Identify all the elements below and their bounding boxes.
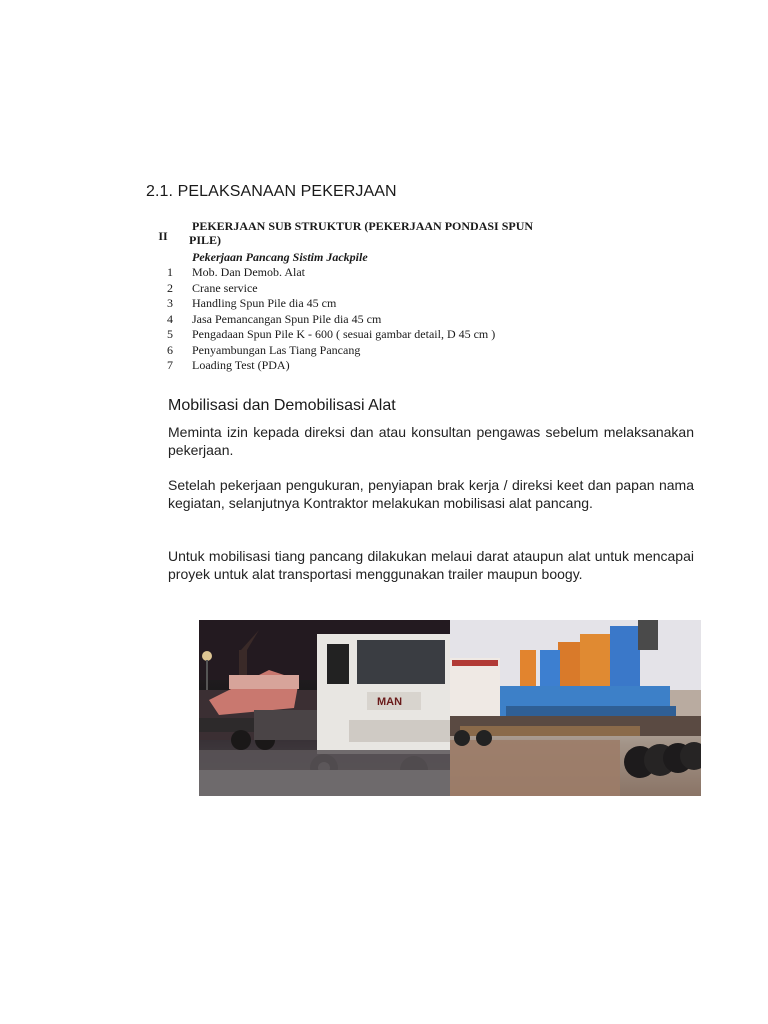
item-text: Mob. Dan Demob. Alat [192,265,305,279]
item-text: Handling Spun Pile dia 45 cm [192,296,337,310]
header-number: II [158,229,168,243]
item-number: 1 [167,265,173,279]
paragraph-permit: Meminta izin kepada direksi dan atau konsultan pengawas sebelum melaksanakan pekerjaan. [168,424,694,458]
item-number: 2 [167,280,173,295]
list-item [150,327,570,343]
item-number: 7 [167,358,173,372]
truck-brand-text: MAN [377,696,403,708]
mobilisasi-title: Mobilisasi dan Demobilisasi Alat [168,397,396,414]
list-item [150,296,570,312]
item-text: Penyambungan Las Tiang Pancang [192,342,361,357]
list-item [150,312,570,328]
header-title-line2: PILE) [189,233,222,247]
list-item [150,358,570,374]
header-title-line1: PEKERJAAN SUB STRUKTUR (PEKERJAAN PONDASI SPUN [192,219,534,233]
item-text: Jasa Pemancangan Spun Pile dia 45 cm [192,311,382,326]
work-item-list [150,265,570,374]
item-number: 5 [167,327,173,341]
item-text: Loading Test (PDA) [192,358,290,372]
paragraph-transport: Untuk mobilisasi tiang pancang dilakukan melaui darat ataupun alat untuk mencapai proyek untuk alat transportasi menggunakan trailer maupun boogy. [168,548,694,582]
header-title [189,219,534,247]
truck-trailer-photo [199,620,450,796]
item-text: Pengadaan Spun Pile K - 600 ( sesuai gambar detail, D 45 cm ) [192,327,496,341]
list-item [150,281,570,297]
paragraph-mobilization: Setelah pekerjaan pengukuran, penyiapan brak kerja / direksi keet dan papan nama kegiatan, selanjutnya Kontraktor melakukan mobilisasi alat pancang. [168,477,694,511]
sub-heading: Pekerjaan Pancang Sistim Jackpile [192,250,368,264]
item-number: 6 [167,342,173,357]
list-item [150,265,570,281]
jackpile-machine-photo [450,620,701,796]
item-number: 3 [167,296,173,310]
item-number: 4 [167,311,173,326]
section-title: 2.1. PELAKSANAAN PEKERJAAN [146,183,397,200]
item-text: Crane service [192,280,258,295]
list-item [150,343,570,359]
